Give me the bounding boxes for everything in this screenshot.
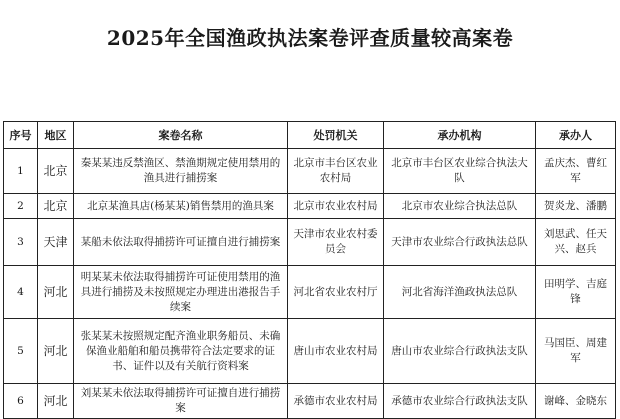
- cell-authority: 天津市农业农村委员会: [288, 219, 384, 266]
- cell-authority: 河北省农业农村厅: [288, 266, 384, 319]
- table-row: [4, 319, 616, 384]
- header-authority: 处罚机关: [288, 122, 384, 149]
- table-row: [4, 194, 616, 219]
- cell-no: 1: [4, 149, 38, 194]
- cell-handler: 贺炎龙、潘鹏: [536, 194, 616, 219]
- cell-no: 2: [4, 194, 38, 219]
- cell-authority: 北京市丰台区农业农村局: [288, 149, 384, 194]
- cell-case: 张某某未按照规定配齐渔业职务船员、未确保渔业船舶和船员携带符合法定要求的证书、证件以及有关航行资料案: [74, 319, 288, 384]
- cell-agency: 唐山市农业综合行政执法支队: [384, 319, 536, 384]
- cell-agency: 河北省海洋渔政执法总队: [384, 266, 536, 319]
- cell-region: 河北: [38, 266, 74, 319]
- cell-no: 5: [4, 319, 38, 384]
- cell-handler: 刘思武、任天兴、赵兵: [536, 219, 616, 266]
- cell-region: 河北: [38, 319, 74, 384]
- header-agency: 承办机构: [384, 122, 536, 149]
- cell-region: 北京: [38, 194, 74, 219]
- table-row: [4, 384, 616, 419]
- cell-authority: 唐山市农业农村局: [288, 319, 384, 384]
- cell-region: 河北: [38, 384, 74, 419]
- cell-no: 3: [4, 219, 38, 266]
- cell-handler: 谢峰、金晓东: [536, 384, 616, 419]
- cell-agency: 北京市丰台区农业综合执法大队: [384, 149, 536, 194]
- header-region: 地区: [38, 122, 74, 149]
- cell-agency: 北京市农业综合执法总队: [384, 194, 536, 219]
- cell-no: 6: [4, 384, 38, 419]
- table-row: [4, 149, 616, 194]
- table-row: [4, 266, 616, 319]
- table-header-row: [4, 122, 616, 149]
- cell-agency: 天津市农业综合行政执法总队: [384, 219, 536, 266]
- table-row: [4, 219, 616, 266]
- cell-case: 北京某渔具店(杨某某)销售禁用的渔具案: [74, 194, 288, 219]
- case-table-wrapper: [3, 121, 615, 419]
- header-case: 案卷名称: [74, 122, 288, 149]
- header-no: 序号: [4, 122, 38, 149]
- cell-handler: 田明学、吉庭锋: [536, 266, 616, 319]
- cell-authority: 北京市农业农村局: [288, 194, 384, 219]
- case-table: [3, 121, 616, 419]
- cell-case: 秦某某违反禁渔区、禁渔期规定使用禁用的渔具进行捕捞案: [74, 149, 288, 194]
- cell-no: 4: [4, 266, 38, 319]
- cell-case: 明某某未依法取得捕捞许可证使用禁用的渔具进行捕捞及未按照规定办理进出港报告手续案: [74, 266, 288, 319]
- header-handler: 承办人: [536, 122, 616, 149]
- cell-authority: 承德市农业农村局: [288, 384, 384, 419]
- page-title: 2025年全国渔政执法案卷评查质量较高案卷: [106, 26, 514, 50]
- cell-handler: 马国臣、周建军: [536, 319, 616, 384]
- cell-region: 北京: [38, 149, 74, 194]
- cell-case: 刘某某未依法取得捕捞许可证擅自进行捕捞案: [74, 384, 288, 419]
- cell-agency: 承德市农业综合行政执法支队: [384, 384, 536, 419]
- cell-region: 天津: [38, 219, 74, 266]
- cell-case: 某船未依法取得捕捞许可证擅自进行捕捞案: [74, 219, 288, 266]
- cell-handler: 孟庆杰、曹红军: [536, 149, 616, 194]
